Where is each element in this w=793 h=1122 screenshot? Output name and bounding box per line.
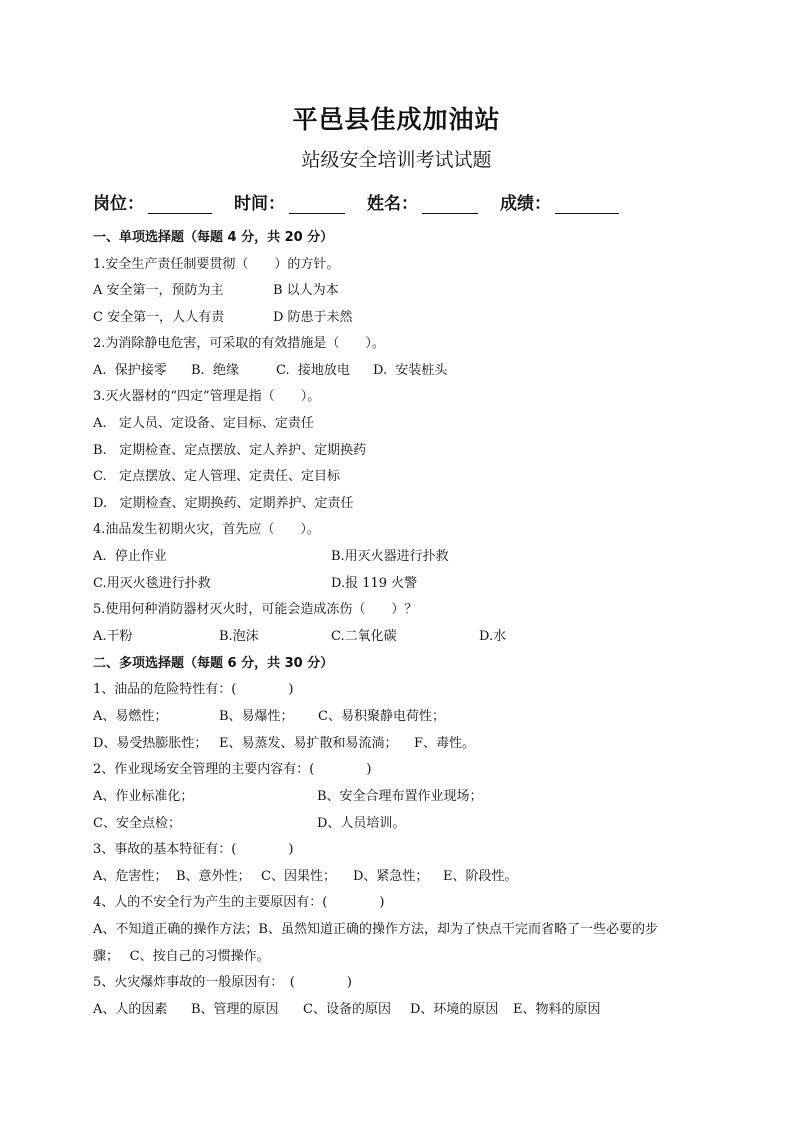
s2-q3-option-b[interactable]: B、意外性；	[176, 869, 251, 884]
s2-q3-option-a[interactable]: A、危害性；	[93, 869, 168, 884]
s1-q4-option-d[interactable]: D.报 119 火警	[331, 576, 418, 591]
s1-q1-option-d[interactable]: D 防患于未然	[273, 310, 353, 325]
s1-q5-option-a[interactable]: A.干粉	[93, 629, 133, 644]
s2-q5-option-d[interactable]: D、环境的原因	[410, 1002, 499, 1017]
s1-q1-text: 1.安全生产责任制要贯彻（ ）的方针。	[93, 257, 340, 272]
s1-q3-option-d[interactable]: D. 定期检查、定期换药、定期养护、定责任	[93, 496, 354, 511]
score-blank[interactable]	[555, 193, 619, 214]
s2-q3-option-e[interactable]: E、阶段性。	[443, 869, 518, 884]
s2-q2-option-d[interactable]: D、人员培训。	[317, 816, 406, 831]
score-label: 成绩：	[500, 194, 551, 214]
time-label: 时间：	[234, 194, 285, 214]
s1-q3-option-c[interactable]: C. 定点摆放、定人管理、定责任、定目标	[93, 469, 341, 484]
s2-q1-option-f[interactable]: F、毒性。	[414, 736, 476, 751]
s2-q1-option-e[interactable]: E、易蒸发、易扩散和易流淌；	[219, 736, 398, 751]
s2-q1-text: 1、油品的危险特性有：( )	[93, 682, 294, 697]
s1-q1-option-b[interactable]: B 以人为本	[273, 283, 339, 298]
s2-q4-options-line2[interactable]: 骤； C、按自己的习惯操作。	[93, 949, 270, 964]
s2-q2-option-b[interactable]: B、安全合理布置作业现场；	[317, 789, 483, 804]
document-title: 平邑县佳成加油站	[292, 105, 501, 134]
s1-q4-text: 4.油品发生初期火灾，首先应（ ）。	[93, 522, 320, 537]
s2-q3-option-c[interactable]: C、因果性；	[261, 869, 336, 884]
s1-q1-option-c[interactable]: C 安全第一，人人有责	[93, 310, 225, 325]
position-blank[interactable]	[148, 193, 212, 214]
s2-q5-option-a[interactable]: A、人的因素	[93, 1002, 168, 1017]
s2-q5-text: 5、火灾爆炸事故的一般原因有： ( )	[93, 975, 352, 990]
document-subtitle: 站级安全培训考试试题	[301, 149, 492, 171]
time-blank[interactable]	[289, 193, 345, 214]
s1-q3-option-a[interactable]: A. 定人员、定设备、定目标、定责任	[93, 416, 314, 431]
s2-q5-option-c[interactable]: C、设备的原因	[303, 1002, 391, 1017]
s1-q4-option-b[interactable]: B.用灭火器进行扑救	[331, 549, 449, 564]
name-blank[interactable]	[422, 193, 478, 214]
s2-q1-option-d[interactable]: D、易受热膨胀性；	[93, 736, 208, 751]
s1-q2-option-c[interactable]: C. 接地放电	[276, 363, 350, 378]
s2-q4-options-line1[interactable]: A、不知道正确的操作方法；B、虽然知道正确的操作方法，却为了快点干完而省略了一些必要的步	[93, 922, 658, 937]
s1-q5-option-b[interactable]: B.泡沫	[219, 629, 259, 644]
s1-q3-option-b[interactable]: B. 定期检查、定点摆放、定人养护、定期换药	[93, 443, 367, 458]
position-field[interactable]	[93, 189, 212, 214]
section1-heading: 一、单项选择题（每题 4 分，共 20 分）	[93, 230, 334, 245]
section2-heading: 二、多项选择题（每题 6 分，共 30 分）	[93, 656, 334, 671]
s2-q3-text: 3、事故的基本特征有：( )	[93, 842, 294, 857]
s1-q2-text: 2.为消除静电危害，可采取的有效措施是（ ）。	[93, 336, 385, 351]
s1-q3-text: 3.灭火器材的“四定”管理是指（ ）。	[93, 389, 321, 404]
s2-q2-text: 2、作业现场安全管理的主要内容有：( )	[93, 762, 372, 777]
s2-q5-option-b[interactable]: B、管理的原因	[191, 1002, 279, 1017]
s2-q2-option-c[interactable]: C、安全点检；	[93, 816, 181, 831]
s1-q5-text: 5.使用何种消防器材灭火时，可能会造成冻伤（ ）？	[93, 602, 418, 617]
s1-q5-option-c[interactable]: C.二氧化碳	[331, 629, 397, 644]
s2-q4-text: 4、人的不安全行为产生的主要原因有：( )	[93, 895, 385, 910]
name-label: 姓名：	[367, 194, 418, 214]
s2-q2-option-a[interactable]: A、作业标准化；	[93, 789, 194, 804]
s2-q3-option-d[interactable]: D、紧急性；	[353, 869, 429, 884]
exam-info-row	[93, 188, 641, 214]
s1-q1-option-a[interactable]: A 安全第一，预防为主	[93, 283, 224, 298]
s1-q2-option-d[interactable]: D. 安装桩头	[373, 363, 448, 378]
score-field[interactable]	[500, 189, 619, 214]
s1-q2-option-a[interactable]: A. 保护接零	[93, 363, 167, 378]
s1-q2-option-b[interactable]: B. 绝缘	[191, 363, 239, 378]
position-label: 岗位：	[93, 194, 144, 214]
name-field[interactable]	[367, 189, 478, 214]
s1-q4-option-c[interactable]: C.用灭火毯进行扑救	[93, 576, 211, 591]
s1-q5-option-d[interactable]: D.水	[479, 629, 507, 644]
s2-q1-option-a[interactable]: A、易燃性；	[93, 709, 168, 724]
s2-q1-option-c[interactable]: C、易积聚静电荷性；	[318, 709, 445, 724]
s2-q1-option-b[interactable]: B、易爆性；	[219, 709, 294, 724]
time-field[interactable]	[234, 189, 345, 214]
s2-q5-option-e[interactable]: E、物料的原因	[513, 1002, 601, 1017]
s1-q4-option-a[interactable]: A. 停止作业	[93, 549, 167, 564]
